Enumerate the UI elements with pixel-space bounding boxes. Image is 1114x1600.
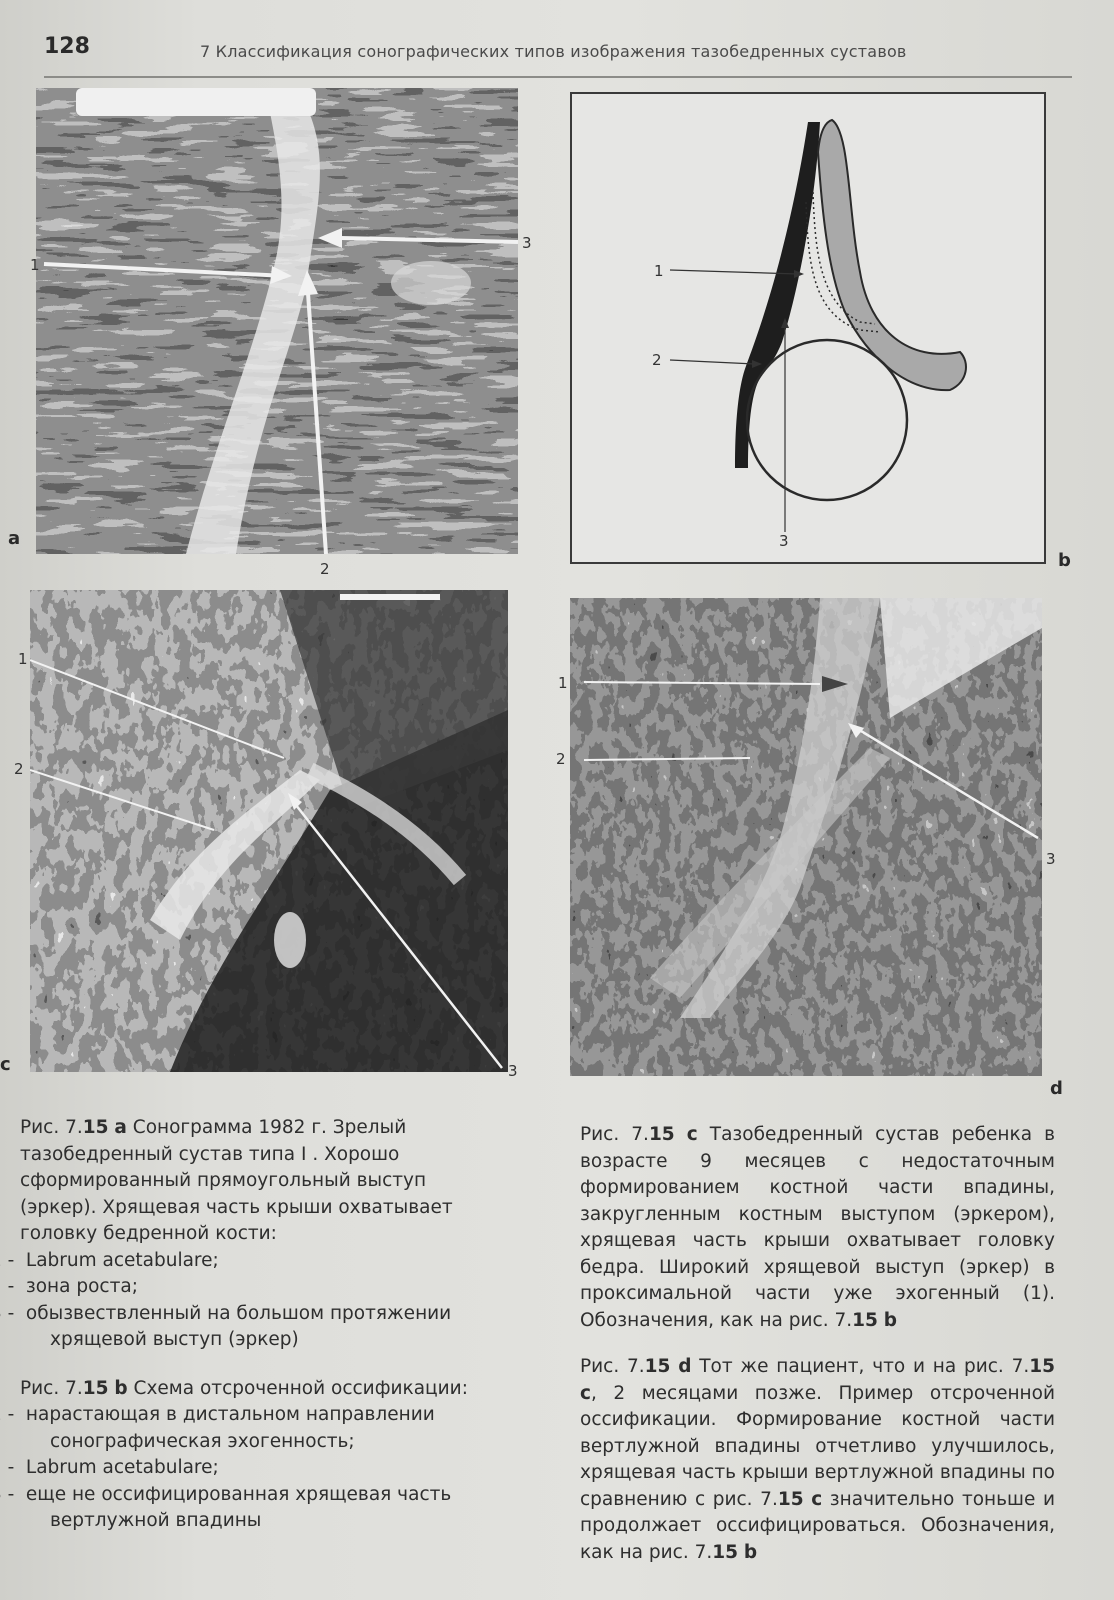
schema-b-drawing (570, 92, 1046, 564)
caption-c-prefix: Рис. 7. (580, 1124, 649, 1145)
caption-c (580, 1122, 1055, 1334)
figure-a-sonogram (36, 88, 518, 554)
caption-d-ref3-letter: b (743, 1541, 758, 1563)
caption-a-letter: a (114, 1117, 127, 1138)
caption-b-prefix: Рис. 7. (20, 1377, 83, 1399)
caption-a-prefix: Рис. 7. (20, 1117, 83, 1138)
sonogram-a-image (36, 88, 518, 554)
figure-d-callout-2: 2 (556, 750, 566, 768)
caption-b-item: нарастающая в дистальном направлении сонографическая эхогенность; (25, 1404, 435, 1452)
running-title: 7 Классификация сонографических типов изображения тазобедренных суставов (200, 42, 907, 61)
caption-b-list (20, 1402, 500, 1535)
caption-c-ref-num: 15 (852, 1309, 878, 1331)
figure-b-callout-3: 3 (779, 532, 789, 550)
caption-b-letter: b (114, 1377, 128, 1399)
figure-c-sonogram (30, 590, 508, 1072)
figure-c-callout-2: 2 (14, 760, 24, 778)
caption-b-text: Схема отсроченной оссификации: (133, 1377, 468, 1399)
caption-c-letter: c (686, 1124, 698, 1145)
caption-d-text-2: , 2 месяцами позже. Пример отсроченной оссификации. Формирование костной части вертлужной впадины отчетливо улучшилось, хрящевая часть крыши вертлужной впадины по сравнению с рис. 7. (580, 1382, 1055, 1510)
caption-a-num: 15 (82, 1117, 109, 1138)
caption-right-column (580, 1122, 1055, 1566)
caption-c-ref-letter: b (883, 1309, 897, 1331)
caption-c-num: 15 (648, 1124, 675, 1145)
figure-b-callout-1: 1 (654, 262, 664, 280)
caption-a-item: обызвествленный на большом протяжении хрящевой выступ (эркер) (25, 1302, 452, 1350)
caption-d-num: 15 (644, 1356, 671, 1377)
caption-b (20, 1376, 500, 1403)
caption-d-ref2-letter: c (811, 1488, 823, 1510)
caption-a-item: Labrum acetabulare; (25, 1249, 219, 1271)
figure-b-label: b (1058, 550, 1071, 571)
caption-left-column (20, 1115, 500, 1535)
header-divider (44, 76, 1072, 78)
caption-d-text-1: Тот же пациент, что и на рис. 7. (699, 1356, 1030, 1377)
caption-d-letter: d (678, 1356, 692, 1377)
caption-b-item: еще не оссифицированная хрящевая часть вертлужной впадины (25, 1483, 452, 1531)
figure-a-callout-1: 1 (30, 256, 40, 274)
figure-d-callout-1: 1 (558, 674, 568, 692)
figure-d-sonogram (570, 598, 1042, 1076)
figure-a-callout-3: 3 (522, 234, 532, 252)
figure-b-schema (570, 92, 1046, 564)
caption-d-ref1-num: 15 (1029, 1356, 1055, 1377)
caption-d-ref1-letter: c (580, 1382, 591, 1404)
figure-a-label: a (8, 528, 21, 549)
sonogram-d-image (570, 598, 1042, 1076)
caption-d (580, 1354, 1055, 1566)
caption-a-text: Сонограмма 1982 г. Зрелый тазобедренный сустав типа I . Хорошо сформированный прямоугольный выступ (эркер). Хрящевая часть крыши охватывает головку бедренной кости: (20, 1117, 453, 1244)
sonogram-c-image (30, 590, 508, 1072)
caption-a (20, 1115, 500, 1248)
page-number: 128 (44, 34, 90, 59)
figure-c-callout-1: 1 (18, 650, 28, 668)
caption-c-text: Тазобедренный сустав ребенка в возрасте 9 месяцев с недостаточным формированием костной части впадины, закругленным костным выступом (эркером), хрящевая часть крыши охватывает головку бедра. Широкий хрящевой выступ (эркер) в проксимальной части уже эхогенный (1). Обозначения, как на рис. 7. (580, 1124, 1055, 1331)
figure-b-callout-2: 2 (652, 351, 662, 369)
caption-b-num: 15 (82, 1377, 109, 1399)
caption-a-item: зона роста; (25, 1276, 138, 1297)
figure-d-label: d (1050, 1078, 1063, 1099)
caption-d-prefix: Рис. 7. (580, 1356, 645, 1377)
figure-c-label: c (0, 1054, 11, 1075)
caption-d-ref3-num: 15 (712, 1541, 738, 1563)
figure-d-callout-3: 3 (1046, 850, 1056, 868)
caption-d-ref2-num: 15 (777, 1488, 804, 1510)
caption-d-text-3: значительно тоньше и продолжает оссифицироваться. Обозначения, как на рис. 7. (580, 1488, 1056, 1563)
caption-b-item: Labrum acetabulare; (25, 1457, 219, 1478)
caption-a-list (20, 1248, 500, 1354)
figure-a-callout-2: 2 (320, 560, 330, 578)
figure-c-callout-3: 3 (508, 1062, 518, 1080)
